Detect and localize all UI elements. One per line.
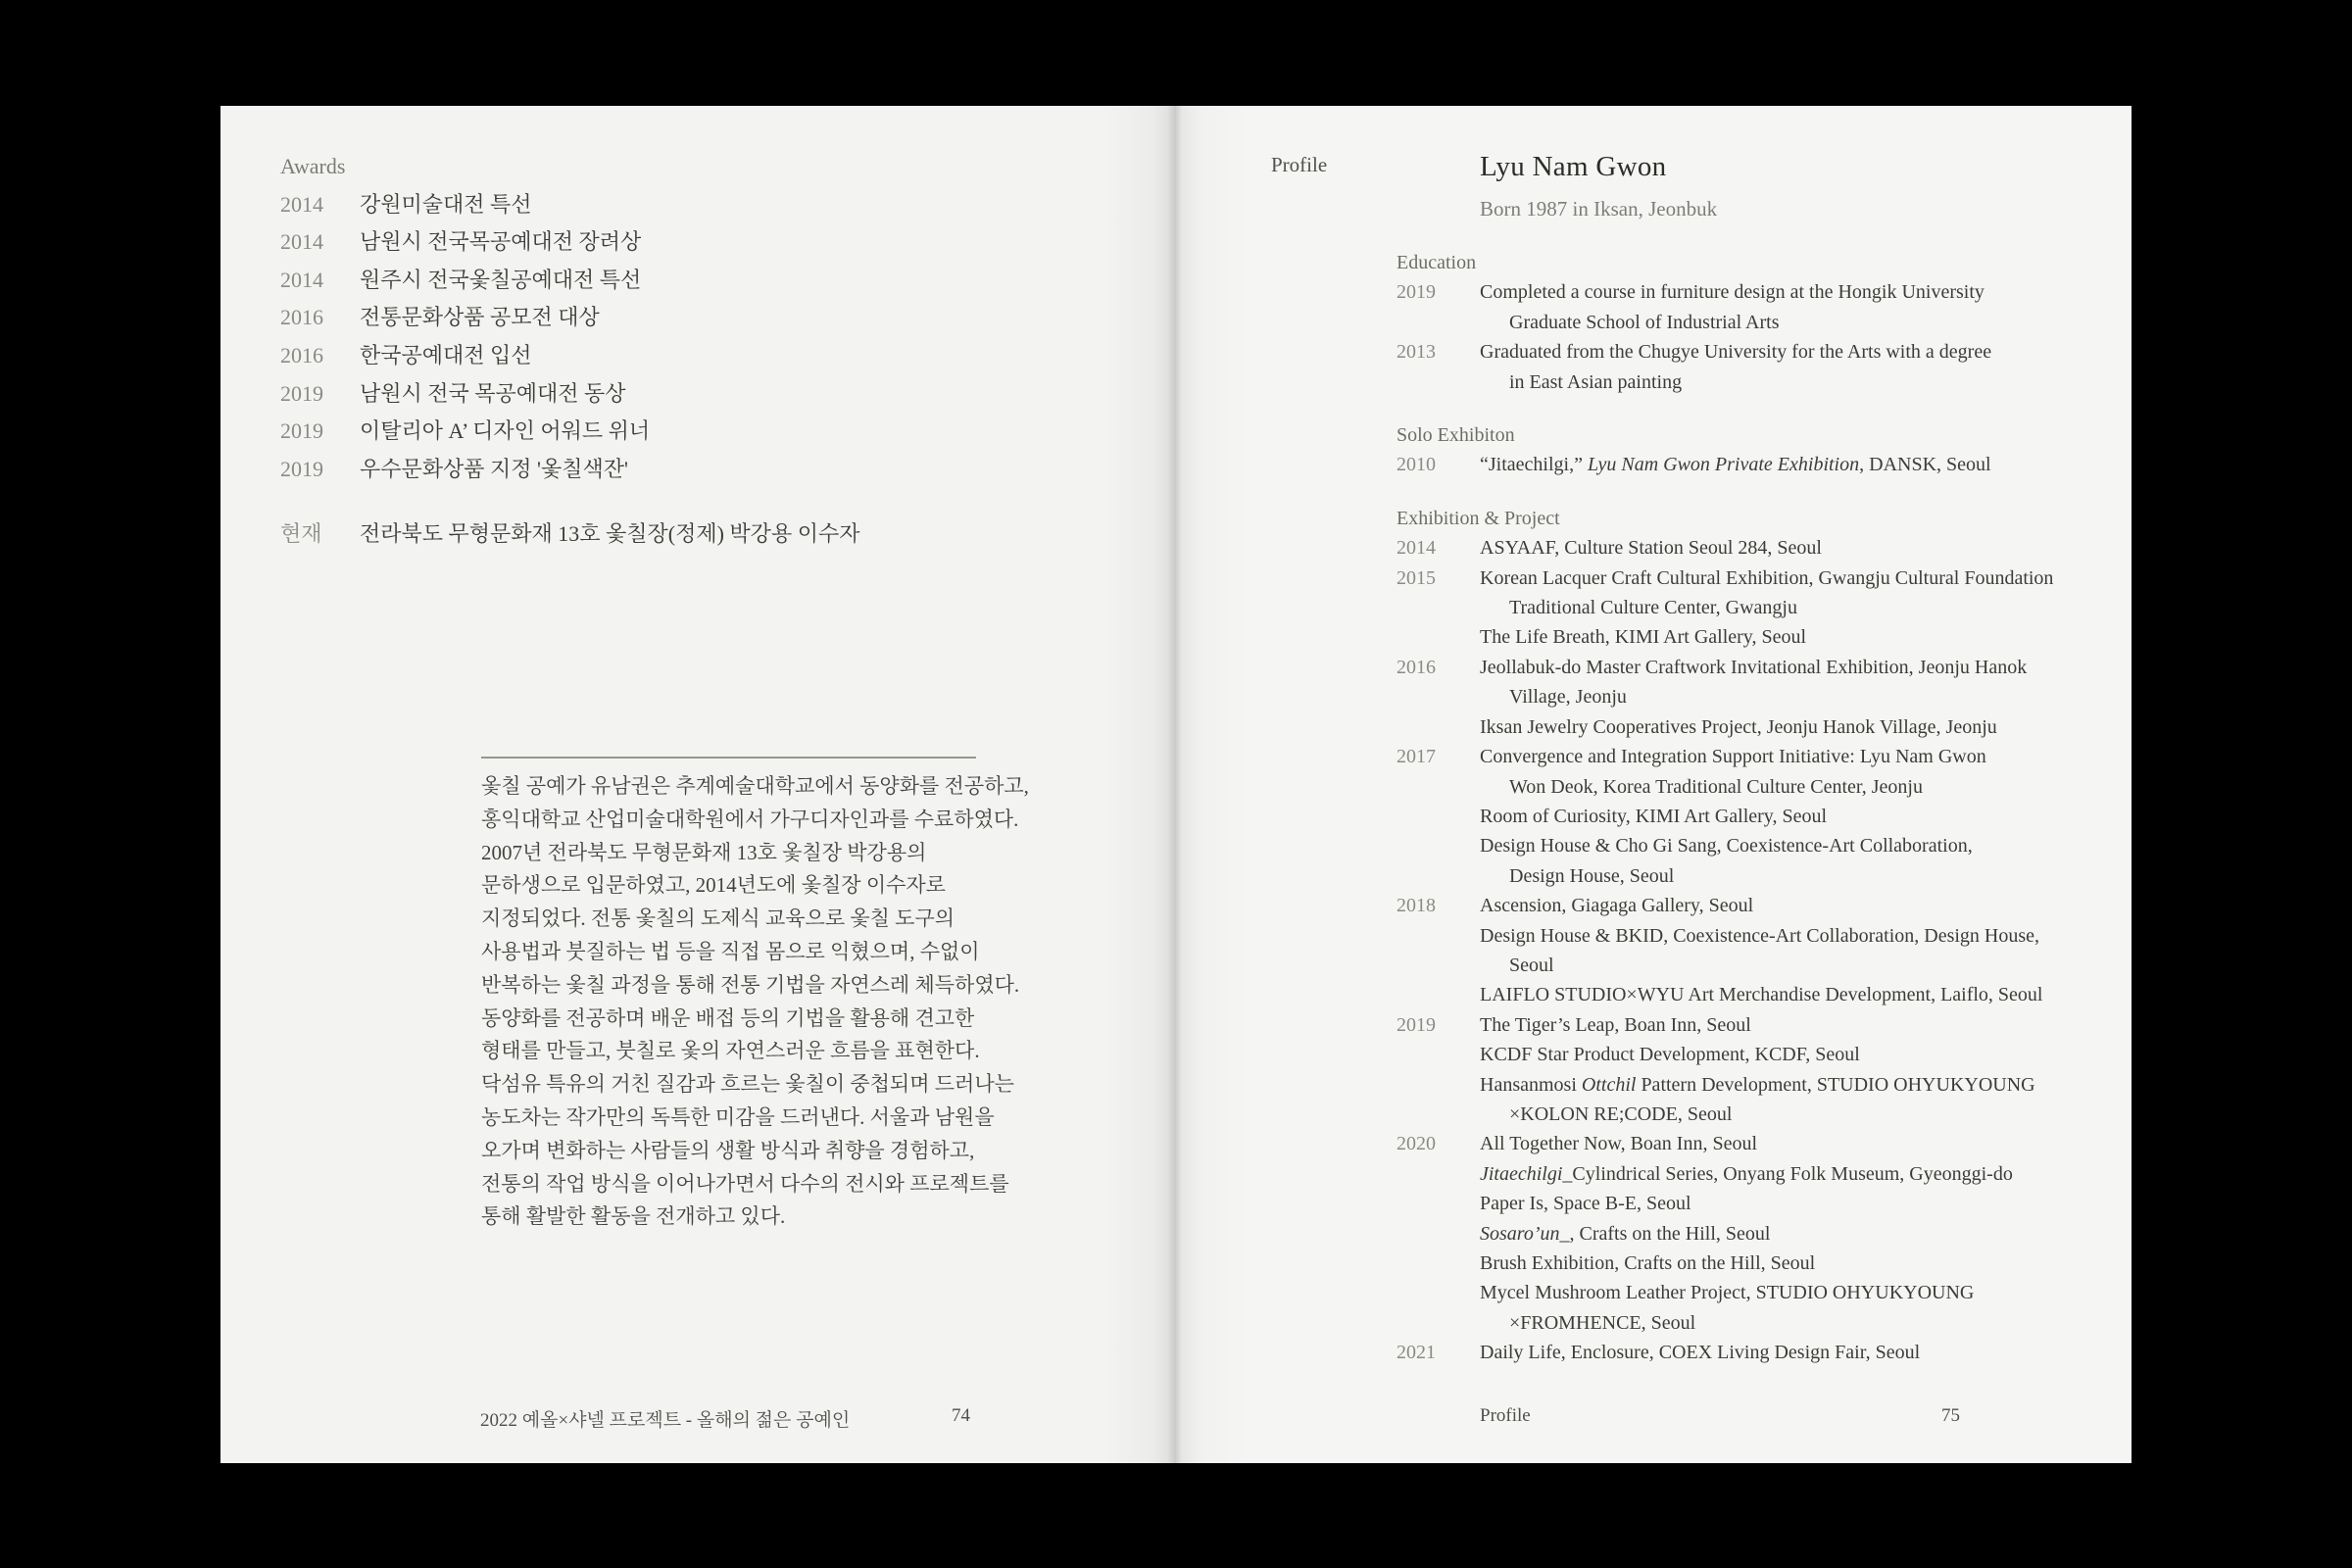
artist-birth-info: Born 1987 in Iksan, Jeonbuk	[1480, 197, 1718, 220]
book-spread	[220, 106, 2132, 1463]
profile-entry-row	[1396, 1100, 2053, 1129]
award-text: 남원시 전국목공예대전 장려상	[360, 229, 642, 255]
profile-entry-row	[1396, 891, 2053, 920]
entry-text	[1480, 537, 1822, 559]
entry-year: 2021	[1396, 1342, 1436, 1364]
entry-text-segment: in East Asian painting	[1509, 370, 1683, 393]
profile-entry-row	[1396, 921, 2053, 951]
awards-list	[280, 186, 859, 489]
entry-text	[1480, 1223, 1770, 1245]
entry-text-segment: Convergence and Integration Support Initiative: Lyu Nam Gwon	[1480, 746, 1986, 768]
entry-text-segment: Traditional Culture Center, Gwangju	[1509, 597, 1797, 619]
award-year: 2019	[280, 456, 323, 481]
entry-text-segment: Completed a course in furniture design at the Hongik University	[1480, 281, 1984, 304]
left-footer-title: 2022 예올×샤넬 프로젝트 - 올해의 젊은 공예인	[480, 1410, 851, 1431]
profile-entry-row	[1396, 772, 2053, 802]
entry-text	[1480, 1014, 1751, 1036]
profile-entry-row	[1396, 1040, 2053, 1069]
bio-line: 동양화를 전공하며 배운 배접 등의 기법을 활용해 견고한	[481, 1005, 975, 1030]
profile-entry-row	[1396, 682, 2053, 711]
left-page	[220, 106, 1176, 1463]
profile-entry-row	[1396, 564, 2053, 593]
entry-text	[1480, 1282, 1974, 1303]
entry-text	[1480, 567, 2053, 589]
bio-line: 옻칠 공예가 유남권은 추계예술대학교에서 동양화를 전공하고,	[481, 774, 1029, 798]
entry-text	[1480, 716, 1997, 738]
entry-text-segment: _Cylindrical Series, Onyang Folk Museum, Gyeonggi-do	[1562, 1162, 2013, 1185]
profile-entry-row	[1396, 1308, 2053, 1338]
bio-line: 홍익대학교 산업미술대학원에서 가구디자인과를 수료하였다.	[481, 807, 1019, 831]
profile-entry-row	[1396, 1189, 2053, 1218]
entry-text-segment: Design House & Cho Gi Sang, Coexistence-Art Collaboration,	[1480, 835, 1973, 858]
profile-section	[1396, 420, 2053, 480]
entry-text	[1480, 746, 1986, 767]
right-page-number: 75	[1941, 1405, 1960, 1426]
entry-text	[1480, 371, 1682, 393]
entry-text-segment: Korean Lacquer Craft Cultural Exhibition, Gwangju Cultural Foundation	[1480, 566, 2054, 589]
bio-line: 닥섬유 특유의 거친 질감과 흐르는 옻칠이 중첩되며 드러나는	[481, 1072, 1014, 1097]
entry-text	[1480, 1163, 2013, 1185]
profile-entry-row	[1396, 277, 2053, 307]
award-row	[280, 413, 859, 451]
entry-text-segment: All Together Now, Boan Inn, Seoul	[1480, 1133, 1758, 1155]
entry-text	[1480, 984, 2043, 1005]
bio-line: 사용법과 붓질하는 법 등을 직접 몸으로 익혔으며, 수없이	[481, 939, 980, 963]
profile-entry-row	[1396, 802, 2053, 831]
award-row	[280, 337, 859, 375]
bio-line: 반복하는 옻칠 과정을 통해 전통 기법을 자연스레 체득하였다.	[481, 972, 1020, 997]
horizontal-rule	[481, 757, 976, 759]
entry-text	[1480, 597, 1797, 618]
entry-text-italic: Ottchil	[1581, 1073, 1637, 1096]
profile-entry-row	[1396, 1219, 2053, 1249]
entry-text	[1480, 1342, 1920, 1363]
entry-text	[1480, 312, 1780, 333]
award-text: 강원미술대전 특선	[360, 191, 532, 217]
entry-text-segment: KCDF Star Product Development, KCDF, Seoul	[1480, 1044, 1860, 1066]
entry-text-segment: The Tiger’s Leap, Boan Inn, Seoul	[1480, 1013, 1751, 1036]
entry-text	[1480, 1103, 1732, 1125]
award-row	[280, 299, 859, 337]
award-text: 전통문화상품 공모전 대상	[360, 305, 600, 330]
entry-text-segment: LAIFLO STUDIO×WYU Art Merchandise Development, Laiflo, Seoul	[1480, 984, 2043, 1006]
profile-entry-row	[1396, 533, 2053, 563]
entry-year: 2014	[1396, 537, 1436, 560]
entry-text	[1480, 1074, 2035, 1096]
profile-sections	[1396, 248, 2053, 1392]
entry-text	[1480, 955, 1554, 976]
profile-entry-row	[1396, 593, 2053, 622]
award-year: 2016	[280, 305, 323, 330]
entry-year: 2018	[1396, 895, 1436, 917]
entry-text-segment: Jeollabuk-do Master Craftwork Invitational Exhibition, Jeonju Hanok	[1480, 656, 2028, 678]
profile-entry-row	[1396, 1129, 2053, 1158]
entry-text-segment: , DANSK, Seoul	[1859, 454, 1991, 476]
profile-entry-row	[1396, 861, 2053, 891]
entry-text-segment: Mycel Mushroom Leather Project, STUDIO OHYUKYOUNG	[1480, 1282, 1975, 1304]
entry-text	[1480, 776, 1923, 798]
profile-entry-row	[1396, 742, 2053, 771]
entry-text-segment: _, Crafts on the Hill, Seoul	[1559, 1222, 1771, 1245]
entry-text-segment: “Jitaechilgi,”	[1480, 454, 1588, 476]
profile-entry-row	[1396, 1070, 2053, 1100]
entry-text	[1480, 1252, 1815, 1274]
entry-text-segment: Pattern Development, STUDIO OHYUKYOUNG	[1636, 1073, 2035, 1096]
entry-text	[1480, 341, 1991, 363]
section-header: Exhibition & Project	[1396, 507, 1560, 529]
entry-text-segment: Design House, Seoul	[1509, 864, 1675, 887]
award-year: 2019	[280, 418, 323, 444]
award-text: 우수문화상품 지정 '옻칠색잔'	[360, 456, 628, 481]
entry-year: 2015	[1396, 566, 1436, 589]
current-status-label: 현재	[280, 521, 322, 547]
bio-line: 지정되었다. 전통 옻칠의 도제식 교육으로 옻칠 도구의	[481, 906, 956, 931]
entry-text-segment: Room of Curiosity, KIMI Art Gallery, Seoul	[1480, 805, 1828, 827]
entry-year: 2020	[1396, 1133, 1436, 1155]
entry-text-segment: Village, Jeonju	[1509, 686, 1627, 709]
award-year: 2019	[280, 380, 323, 406]
entry-text	[1480, 686, 1627, 708]
bio-line: 오가며 변화하는 사람들의 생활 방식과 취향을 경험하고,	[481, 1138, 975, 1162]
bio-line: 농도차는 작가만의 독특한 미감을 드러낸다. 서울과 남원을	[481, 1104, 995, 1129]
award-row	[280, 375, 859, 414]
section-header: Solo Exhibiton	[1396, 424, 1515, 447]
entry-year: 2019	[1396, 281, 1436, 304]
entry-text-segment: Graduated from the Chugye University for the Arts with a degree	[1480, 341, 1992, 364]
entry-text-segment: Won Deok, Korea Traditional Culture Center, Jeonju	[1509, 775, 1923, 798]
profile-entry-row	[1396, 450, 2053, 479]
award-row	[280, 186, 859, 224]
profile-section	[1396, 248, 2053, 397]
profile-entry-row	[1396, 308, 2053, 337]
artist-name-title: Lyu Nam Gwon	[1480, 151, 1667, 182]
award-text: 남원시 전국 목공예대전 동상	[360, 380, 626, 406]
entry-text-segment: Graduate School of Industrial Arts	[1509, 311, 1780, 333]
profile-entry-row	[1396, 712, 2053, 742]
entry-text-segment: Daily Life, Enclosure, COEX Living Design Fair, Seoul	[1480, 1342, 1921, 1364]
award-year: 2014	[280, 267, 323, 292]
profile-entry-row	[1396, 1010, 2053, 1040]
awards-heading: Awards	[280, 154, 346, 178]
entry-text	[1480, 1312, 1695, 1334]
award-row	[280, 262, 859, 300]
profile-entry-row	[1396, 980, 2053, 1009]
entry-text-segment: Paper Is, Space B-E, Seoul	[1480, 1193, 1691, 1215]
bio-line: 전통의 작업 방식을 이어나가면서 다수의 전시와 프로젝트를	[481, 1171, 1009, 1196]
entry-text	[1480, 281, 1984, 303]
left-page-footer	[480, 1405, 970, 1432]
award-year: 2016	[280, 342, 323, 368]
entry-text	[1480, 925, 2039, 947]
entry-text	[1480, 835, 1973, 857]
award-text: 이탈리아 A’ 디자인 어워드 위너	[360, 418, 651, 444]
entry-year: 2019	[1396, 1013, 1436, 1036]
current-status-text: 전라북도 무형문화재 13호 옻칠장(정제) 박강용 이수자	[360, 521, 860, 547]
entry-text-segment: Seoul	[1509, 954, 1554, 976]
entry-text-segment: Ascension, Giagaga Gallery, Seoul	[1480, 895, 1754, 917]
right-page-footer	[1480, 1405, 1960, 1427]
profile-entry-row	[1396, 951, 2053, 980]
profile-entry-row	[1396, 622, 2053, 652]
entry-text	[1480, 1044, 1860, 1065]
profile-entry-row	[1396, 831, 2053, 860]
entry-text	[1480, 895, 1753, 916]
entry-text	[1480, 454, 1991, 475]
profile-entry-row	[1396, 368, 2053, 397]
entry-text-italic: Jitaechilgi	[1480, 1162, 1563, 1185]
entry-text-segment: The Life Breath, KIMI Art Gallery, Seoul	[1480, 626, 1807, 649]
profile-entry-row	[1396, 653, 2053, 682]
award-year: 2014	[280, 229, 323, 255]
section-header: Education	[1396, 252, 1477, 273]
entry-text-segment: Iksan Jewelry Cooperatives Project, Jeonju Hanok Village, Jeonju	[1480, 715, 1997, 738]
entry-text-segment: ×FROMHENCE, Seoul	[1509, 1311, 1696, 1334]
entry-text	[1480, 657, 2027, 678]
profile-section	[1396, 504, 2053, 1368]
left-page-number: 74	[952, 1405, 970, 1426]
entry-year: 2013	[1396, 341, 1436, 364]
entry-text	[1480, 1133, 1757, 1154]
awards-section	[280, 148, 859, 554]
artist-bio-paragraph	[481, 770, 1029, 1234]
bio-line: 문하생으로 입문하였고, 2014년도에 옻칠장 이수자로	[481, 873, 946, 898]
entry-year: 2016	[1396, 656, 1436, 678]
entry-text	[1480, 806, 1827, 827]
award-text: 원주시 전국옻칠공예대전 특선	[360, 267, 642, 292]
bio-line: 2007년 전라북도 무형문화재 13호 옻칠장 박강용의	[481, 840, 927, 864]
profile-running-head: Profile	[1271, 153, 1328, 176]
bio-line: 형태를 만들고, 붓칠로 옻의 자연스러운 흐름을 표현한다.	[481, 1039, 980, 1063]
award-row	[280, 223, 859, 262]
profile-entry-row	[1396, 337, 2053, 367]
right-footer-title: Profile	[1480, 1405, 1531, 1426]
profile-entry-row	[1396, 1159, 2053, 1189]
profile-entry-row	[1396, 1278, 2053, 1307]
entry-text-segment: Hansanmosi	[1480, 1073, 1582, 1096]
current-status-row	[280, 515, 859, 554]
entry-text-italic: Lyu Nam Gwon Private Exhibition	[1587, 454, 1860, 476]
entry-text	[1480, 626, 1806, 648]
entry-text-segment: ×KOLON RE;CODE, Seoul	[1509, 1102, 1733, 1125]
award-text: 한국공예대전 입선	[360, 342, 532, 368]
award-year: 2014	[280, 191, 323, 217]
entry-text	[1480, 865, 1674, 887]
bio-line: 통해 활발한 활동을 전개하고 있다.	[481, 1204, 786, 1229]
award-row	[280, 451, 859, 489]
entry-year: 2017	[1396, 746, 1436, 768]
entry-text-italic: Sosaro’un	[1480, 1222, 1560, 1245]
profile-entry-row	[1396, 1249, 2053, 1278]
entry-text-segment: Brush Exhibition, Crafts on the Hill, Seoul	[1480, 1252, 1816, 1274]
entry-text-segment: ASYAAF, Culture Station Seoul 284, Seoul	[1480, 537, 1822, 560]
profile-entry-row	[1396, 1338, 2053, 1367]
entry-year: 2010	[1396, 454, 1436, 476]
right-page	[1176, 106, 2132, 1463]
entry-text-segment: Design House & BKID, Coexistence-Art Collaboration, Design House,	[1480, 924, 2040, 947]
entry-text	[1480, 1193, 1691, 1214]
